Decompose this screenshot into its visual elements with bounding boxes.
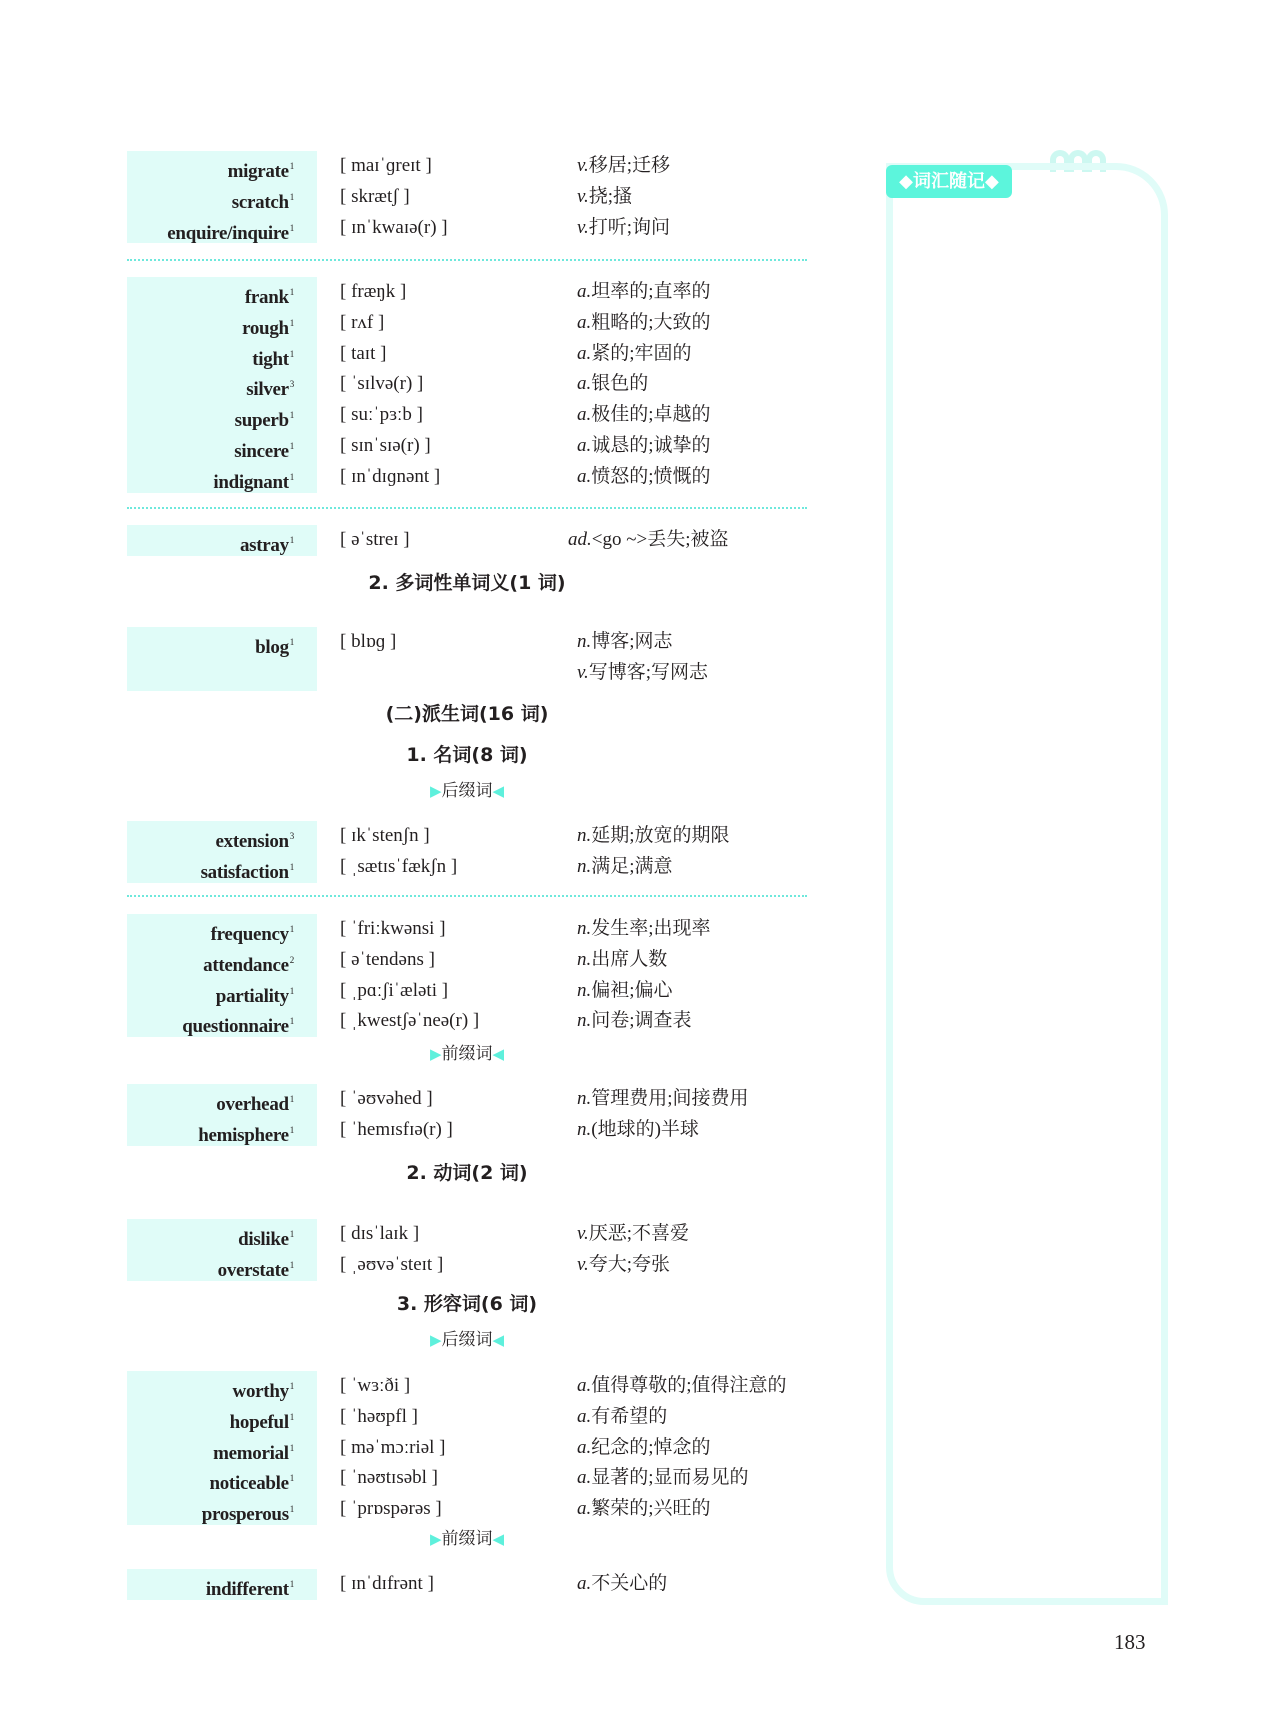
phonetic: [ məˈmɔːriəl ] xyxy=(340,1436,446,1458)
triangle-right-icon: ▶ xyxy=(429,1331,442,1349)
definition-text: 繁荣的;兴旺的 xyxy=(591,1498,711,1520)
table-row xyxy=(127,431,807,462)
headword-text: questionnaire xyxy=(182,1016,289,1038)
part-of-speech: a. xyxy=(577,1405,592,1427)
definition-text: 写博客;写网志 xyxy=(588,661,709,683)
section-heading xyxy=(127,1158,807,1185)
frequency-superscript: 1 xyxy=(289,1504,294,1515)
section-heading-text: (二)派生词(16 词) xyxy=(385,703,549,725)
triangle-right-icon: ▶ xyxy=(429,1045,442,1063)
frequency-superscript: 1 xyxy=(289,1016,294,1027)
definition-text: 粗略的;大致的 xyxy=(591,311,711,333)
word-group xyxy=(127,1569,807,1600)
phonetic: [ ˈfriːkwənsi ] xyxy=(340,918,446,939)
headword xyxy=(218,1250,294,1287)
headword-text: overhead xyxy=(216,1094,289,1115)
headword xyxy=(201,852,294,889)
part-of-speech: a. xyxy=(577,404,592,426)
definition xyxy=(577,1494,711,1525)
table-row xyxy=(127,369,807,400)
part-of-speech: a. xyxy=(577,281,592,302)
frequency-superscript: 1 xyxy=(289,1579,294,1589)
phonetic: [ ɪnˈdɪfrənt ] xyxy=(340,1573,434,1594)
definition xyxy=(577,1115,699,1146)
table-row xyxy=(127,1219,807,1250)
part-of-speech: n. xyxy=(577,1118,592,1140)
phonetic: [ əˈstreɪ ] xyxy=(340,529,410,550)
definition-text: 紧的;牢固的 xyxy=(591,342,692,364)
table-row xyxy=(127,627,807,658)
phonetic: [ əˈtendəns ] xyxy=(340,948,435,970)
triangle-left-icon: ◀ xyxy=(492,782,505,800)
definition xyxy=(577,339,692,370)
phonetic: [ blɒɡ ] xyxy=(340,631,397,652)
definition-text: 坦率的;直率的 xyxy=(591,281,711,302)
part-of-speech: n. xyxy=(577,855,592,877)
definition-text: 不关心的 xyxy=(591,1573,668,1594)
part-of-speech: a. xyxy=(577,311,592,333)
phonetic: [ ˈhemɪsfɪə(r) ] xyxy=(340,1118,453,1140)
frequency-superscript: 1 xyxy=(289,1124,294,1135)
phonetic: [ skrætʃ ] xyxy=(340,185,410,207)
phonetic: [ ɪnˈdɪɡnənt ] xyxy=(340,465,441,487)
definition-text: 移居;迁移 xyxy=(588,155,671,176)
phonetic: [ ˌsætɪsˈfækʃn ] xyxy=(340,855,458,877)
definition xyxy=(577,945,667,976)
definition xyxy=(568,525,729,556)
phonetic: [ ˈnəʊtɪsəbl ] xyxy=(340,1467,439,1489)
part-of-speech: n. xyxy=(577,979,592,1001)
phonetic: [ ˌkwestʃəˈneə(r) ] xyxy=(340,1010,480,1032)
phonetic: [ rʌf ] xyxy=(340,311,385,333)
definition xyxy=(577,277,711,308)
section-heading xyxy=(127,1289,807,1316)
part-of-speech: v. xyxy=(577,155,589,176)
part-of-speech: v. xyxy=(577,1223,589,1244)
definition xyxy=(577,369,648,400)
table-row xyxy=(127,182,807,213)
phonetic: [ maɪˈɡreɪt ] xyxy=(340,155,432,176)
table-row xyxy=(127,852,807,883)
word-group xyxy=(127,627,807,691)
definition xyxy=(577,213,670,244)
definition-text: 挠;搔 xyxy=(588,185,633,207)
phonetic: [ ˌpɑːʃiˈæləti ] xyxy=(340,979,449,1001)
definition xyxy=(577,821,730,852)
frequency-superscript: 1 xyxy=(289,222,294,233)
part-of-speech: a. xyxy=(577,465,592,487)
subsection-label xyxy=(127,1039,807,1064)
part-of-speech: a. xyxy=(577,1436,592,1458)
phonetic: [ sɪnˈsɪə(r) ] xyxy=(340,434,431,456)
part-of-speech: n. xyxy=(577,1088,592,1109)
headword-text: astray xyxy=(239,535,289,556)
vocabulary-notes-box xyxy=(886,163,1168,1605)
frequency-superscript: 2 xyxy=(289,954,294,965)
headword xyxy=(206,1569,294,1606)
table-row xyxy=(127,213,807,244)
phonetic: [ ɪkˈstenʃn ] xyxy=(340,825,430,846)
definition xyxy=(577,1371,787,1402)
phonetic: [ taɪt ] xyxy=(340,342,387,364)
definition xyxy=(577,462,711,493)
phonetic: [ ˈsɪlvə(r) ] xyxy=(340,373,424,395)
triangle-left-icon: ◀ xyxy=(492,1045,505,1063)
frequency-superscript: 1 xyxy=(289,637,294,647)
frequency-superscript: 1 xyxy=(289,1259,294,1270)
definition xyxy=(577,976,673,1007)
headword-text: hemisphere xyxy=(198,1124,289,1146)
table-row xyxy=(127,400,807,431)
triangle-right-icon: ▶ xyxy=(429,1530,442,1548)
frequency-superscript: 1 xyxy=(289,287,294,297)
headword-text: tight xyxy=(252,348,289,370)
phonetic: [ ˈəʊvəhed ] xyxy=(340,1088,433,1109)
triangle-left-icon: ◀ xyxy=(492,1530,505,1548)
definition-text: 厌恶;不喜爱 xyxy=(588,1223,690,1244)
definition xyxy=(577,1084,749,1115)
table-row xyxy=(127,462,807,493)
table-row xyxy=(127,1006,807,1037)
headword xyxy=(198,1115,294,1152)
headword-text: enquire/inquire xyxy=(167,222,289,244)
frequency-superscript: 1 xyxy=(289,861,294,872)
part-of-speech: a. xyxy=(577,373,592,395)
definition xyxy=(577,1250,670,1281)
definition-text: <go ~>丢失;被盗 xyxy=(591,529,729,550)
section-heading-text: 2. 动词(2 词) xyxy=(406,1162,528,1184)
definition-text: 打听;询问 xyxy=(588,216,671,238)
definition xyxy=(577,627,673,658)
definition-text: 延期;放宽的期限 xyxy=(591,825,730,846)
headword-text: sincere xyxy=(234,440,289,462)
headword-text: indignant xyxy=(213,471,289,493)
headword-text: frequency xyxy=(210,924,289,945)
headword xyxy=(213,462,294,499)
headword xyxy=(182,1006,294,1043)
divider xyxy=(127,895,807,897)
headword-text: blog xyxy=(255,637,289,658)
headword-text: silver xyxy=(246,379,289,401)
part-of-speech: a. xyxy=(577,434,592,456)
section-heading xyxy=(127,568,807,595)
definition-text: 诚恳的;诚挚的 xyxy=(591,434,711,456)
definition-text: 问卷;调查表 xyxy=(591,1010,692,1032)
part-of-speech: a. xyxy=(577,1467,592,1489)
definition xyxy=(577,1569,667,1600)
table-row xyxy=(127,525,807,556)
table-row xyxy=(127,1569,807,1600)
section-heading-text: 3. 形容词(6 词) xyxy=(396,1293,538,1315)
definition-text: 发生率;出现率 xyxy=(591,918,711,939)
table-row xyxy=(127,821,807,852)
headword xyxy=(167,213,294,250)
triangle-left-icon: ◀ xyxy=(492,1331,505,1349)
section-heading-text: 2. 多词性单词义(1 词) xyxy=(368,572,566,594)
word-group xyxy=(127,914,807,1037)
table-row xyxy=(127,308,807,339)
subsection-label xyxy=(127,1524,807,1549)
frequency-superscript: 1 xyxy=(289,1094,294,1104)
part-of-speech: n. xyxy=(577,825,592,846)
table-row xyxy=(127,914,807,945)
definition xyxy=(577,151,670,182)
headword-text: indifferent xyxy=(205,1579,289,1600)
frequency-superscript: 1 xyxy=(289,1411,294,1422)
part-of-speech: a. xyxy=(577,1498,592,1520)
frequency-superscript: 1 xyxy=(289,1381,294,1391)
headword-text: frank xyxy=(244,287,289,308)
definition-text: 博客;网志 xyxy=(591,631,673,652)
headword-text: attendance xyxy=(203,954,289,976)
subsection-label-text: 前缀词 xyxy=(441,1529,493,1549)
part-of-speech: a. xyxy=(577,1573,592,1594)
phonetic: [ suːˈpɜːb ] xyxy=(340,404,423,426)
headword-text: prosperous xyxy=(201,1504,289,1526)
definition xyxy=(577,1402,667,1433)
definition xyxy=(577,1433,711,1464)
phonetic: [ ˌəʊvəˈsteɪt ] xyxy=(340,1253,444,1275)
definition-text: 偏袒;偏心 xyxy=(591,979,673,1001)
divider xyxy=(127,259,807,261)
table-row xyxy=(127,151,807,182)
headword xyxy=(293,658,294,695)
part-of-speech: n. xyxy=(577,631,592,652)
headword-text: noticeable xyxy=(209,1473,289,1495)
frequency-superscript: 3 xyxy=(289,379,294,390)
part-of-speech: n. xyxy=(577,948,592,970)
headword-text: overstate xyxy=(217,1259,289,1281)
definition-text: 显著的;显而易见的 xyxy=(591,1467,749,1489)
phonetic: [ fræŋk ] xyxy=(340,281,407,302)
word-group xyxy=(127,1084,807,1146)
subsection-label xyxy=(127,776,807,801)
subsection-label-text: 后缀词 xyxy=(441,1330,493,1350)
frequency-superscript: 1 xyxy=(289,161,294,171)
definition-text: 有希望的 xyxy=(591,1405,668,1427)
definition-text: 纪念的;悼念的 xyxy=(591,1436,711,1458)
word-group xyxy=(127,1371,807,1525)
definition-text: (地球的)半球 xyxy=(591,1118,699,1140)
table-row xyxy=(127,1371,807,1402)
frequency-superscript: 3 xyxy=(289,831,294,841)
definition xyxy=(577,914,711,945)
definition xyxy=(577,658,708,689)
headword-text: worthy xyxy=(232,1381,289,1402)
word-group xyxy=(127,1219,807,1281)
headword-text: memorial xyxy=(213,1442,289,1464)
table-row xyxy=(127,1433,807,1464)
frequency-superscript: 1 xyxy=(289,1473,294,1484)
headword xyxy=(240,525,294,562)
frequency-superscript: 1 xyxy=(289,410,294,421)
phonetic: [ ˈprɒspərəs ] xyxy=(340,1498,442,1520)
phonetic: [ ˈhəʊpfl ] xyxy=(340,1405,418,1427)
table-row xyxy=(127,1250,807,1281)
word-group xyxy=(127,151,807,243)
headword-text: partiality xyxy=(215,985,289,1007)
table-row xyxy=(127,1402,807,1433)
triangle-right-icon: ▶ xyxy=(429,782,442,800)
section-heading xyxy=(127,699,807,726)
frequency-superscript: 1 xyxy=(289,317,294,328)
definition xyxy=(577,1219,689,1250)
frequency-superscript: 1 xyxy=(289,535,294,545)
definition xyxy=(577,308,711,339)
definition-text: 满足;满意 xyxy=(591,855,673,877)
table-row xyxy=(127,1494,807,1525)
table-row xyxy=(127,976,807,1007)
headword-text: rough xyxy=(242,317,289,339)
phonetic: [ ɪnˈkwaɪə(r) ] xyxy=(340,216,448,238)
divider xyxy=(127,507,807,509)
subsection-label xyxy=(127,1325,807,1350)
part-of-speech: a. xyxy=(577,342,592,364)
subsection-label-text: 后缀词 xyxy=(441,781,493,801)
table-row xyxy=(127,1115,807,1146)
word-group xyxy=(127,277,807,493)
table-row xyxy=(127,1084,807,1115)
definition-text: 管理费用;间接费用 xyxy=(591,1088,749,1109)
table-row xyxy=(127,658,807,689)
definition-text: 值得尊敬的;值得注意的 xyxy=(591,1375,787,1396)
subsection-label-text: 前缀词 xyxy=(441,1044,493,1064)
headword-text: extension xyxy=(215,831,289,852)
definition-text: 极佳的;卓越的 xyxy=(591,404,711,426)
definition xyxy=(577,852,673,883)
table-row xyxy=(127,277,807,308)
part-of-speech: v. xyxy=(577,661,589,683)
frequency-superscript: 1 xyxy=(289,440,294,451)
definition xyxy=(577,182,632,213)
frequency-superscript: 1 xyxy=(289,191,294,202)
definition xyxy=(577,1006,692,1037)
headword-text: satisfaction xyxy=(200,861,289,883)
section-heading xyxy=(127,740,807,767)
frequency-superscript: 1 xyxy=(289,1442,294,1453)
part-of-speech: ad. xyxy=(568,529,592,550)
page-number: 183 xyxy=(1114,1630,1146,1654)
section-heading-text: 1. 名词(8 词) xyxy=(406,744,528,766)
table-row xyxy=(127,1463,807,1494)
part-of-speech: n. xyxy=(577,1010,592,1032)
definition xyxy=(577,400,711,431)
word-group xyxy=(127,525,807,556)
frequency-superscript: 1 xyxy=(289,471,294,482)
definition-text: 夸大;夸张 xyxy=(588,1253,671,1275)
part-of-speech: v. xyxy=(577,216,589,238)
definition-text: 出席人数 xyxy=(591,948,668,970)
part-of-speech: v. xyxy=(577,1253,589,1275)
headword-text: superb xyxy=(234,410,289,432)
frequency-superscript: 1 xyxy=(289,1229,294,1239)
table-row xyxy=(127,339,807,370)
phonetic: [ dɪsˈlaɪk ] xyxy=(340,1223,420,1244)
word-group xyxy=(127,821,807,883)
table-row xyxy=(127,945,807,976)
part-of-speech: a. xyxy=(577,1375,592,1396)
headword-text: migrate xyxy=(227,161,289,182)
part-of-speech: n. xyxy=(577,918,592,939)
headword-text: hopeful xyxy=(229,1411,289,1433)
headword-text: dislike xyxy=(238,1229,289,1250)
definition-text: 愤怒的;愤慨的 xyxy=(591,465,711,487)
frequency-superscript: 1 xyxy=(289,924,294,934)
headword-text: scratch xyxy=(231,191,289,213)
frequency-superscript: 1 xyxy=(289,985,294,996)
frequency-superscript: 1 xyxy=(289,348,294,359)
phonetic: [ ˈwɜːði ] xyxy=(340,1375,411,1396)
part-of-speech: v. xyxy=(577,185,589,207)
vocabulary-notes-label: ◆词汇随记◆ xyxy=(886,165,1012,198)
definition xyxy=(577,431,711,462)
definition-text: 银色的 xyxy=(591,373,649,395)
definition xyxy=(577,1463,749,1494)
